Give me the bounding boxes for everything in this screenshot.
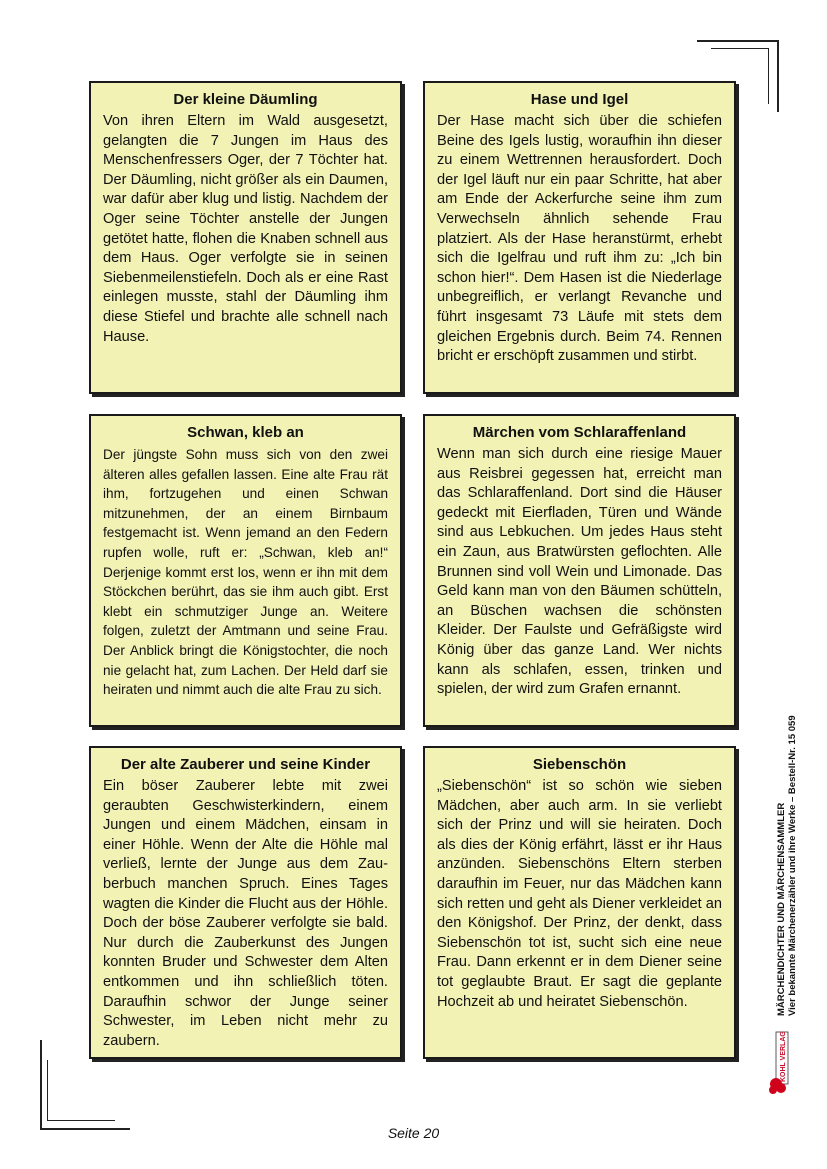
story-card-schwan-kleb-an bbox=[89, 414, 402, 727]
card-text: Von ihren Eltern im Wald ausgesetzt, gelangten die 7 Jungen im Haus des Menschenfressers Oger, der 7 Töchter hat. Der Däumling, nicht größer als ein Daumen, war dafür aber klug und listig. Nachdem der Oger seine Töchter anstelle der Jungen getötet hatte, flohen die Knaben schnell aus dem Haus. Oger verfolgte sie in seinen Siebenmeilenstiefeln. Doch als er eine Rast einlegen musste, stahl der Däumling ihm diese Stiefel und brachte alle schnell nach Hause. bbox=[103, 113, 388, 345]
story-card-daeumling bbox=[89, 81, 402, 394]
card-title: Märchen vom Schlaraffenland bbox=[472, 424, 687, 441]
card-text: Ein böser Zauberer lebte mit zwei geraubten Geschwisterkindern, einem Jungen und einem Mädchen, einsam in einer Höhle. Wenn der Alte die Höhle mal verließ, lernte der Junge aus dem Zauberbuch manchen Spruch. Eines Tages wagten die Kinder die Flucht aus der Höhle. Doch der böse Zauberer verfolgte sie bald. Nur durch die Zauberkunst des Jungen konnten Bruder und Schwester dem Alten entkommen und ihn schließlich töten. Daraufhin schwor der Junge seiner Schwester, im Leben nicht mehr zu zaubern. bbox=[103, 778, 388, 1049]
story-card-siebenschoen bbox=[423, 746, 736, 1059]
page-number: Seite 20 bbox=[387, 1125, 440, 1141]
side-caption-line1: MÄRCHENDICHTER UND MÄRCHENSAMMLER bbox=[776, 802, 787, 1016]
kohl-verlag-logo-icon bbox=[768, 1030, 790, 1095]
side-caption-line2: Vier bekannte Märchenerzähler und ihre Werke – Bestell-Nr. 15 059 bbox=[787, 715, 798, 1016]
card-title: Hase und Igel bbox=[530, 91, 629, 108]
logo-text: KOHL VERLAG bbox=[780, 1031, 787, 1082]
story-card-schlaraffenland bbox=[423, 414, 736, 727]
story-card-hase-und-igel bbox=[423, 81, 736, 394]
side-caption bbox=[776, 715, 798, 1016]
card-text: Wenn man sich durch eine riesige Mauer aus Reisbrei gegessen hat, erreicht man das Schlaraffenland. Dort sind die Häuser gedeckt mit Eierfladen, Türen und Wände sind aus Lebkuchen. Um jedes Haus steht ein Zaun, aus Bratwürsten geflochten. Alle Brunnen sind voll Wein und Limonade. Das Geld kann man von den Bäumen schütteln, an Büschen wachsen die schönsten Kleider. Der Faulste und Gefräßigste wird König über das ganze Land. Wer nichts kann als schlafen, essen, trinken und spielen, der wird zum Grafen ernannt. bbox=[437, 446, 722, 698]
card-title: Der alte Zauberer und seine Kinder bbox=[120, 756, 371, 773]
card-text: „Siebenschön“ ist so schön wie sieben Mädchen, aber auch arm. In sie verliebt sich der Prinz und will sie heiraten. Doch als dies der König erfährt, lässt er ihr Haus anzünden. Siebenschöns Eltern sterben daraufhin im Feuer, nur das Mädchen kann sich retten und geht als Diener verkleidet an den Königshof. Der Prinz, der denkt, dass Siebenschön tot ist, sucht sich eine neue Frau. Dann erkennt er in dem Diener seine tot geglaubte Braut. Er sagt die geplante Hochzeit ab und heiratet Siebenschön. bbox=[437, 778, 722, 1010]
publisher-logo bbox=[768, 1030, 790, 1095]
card-title: Der kleine Däumling bbox=[173, 91, 318, 108]
card-title: Schwan, kleb an bbox=[187, 424, 304, 441]
card-text: Der jüngste Sohn muss sich von den zwei älteren alles gefallen lassen. Eine alte Frau rät ihm, fortzugehen und einen Schwan mitzunehmen, der an einem Birnbaum festgemacht ist. Wenn jemand an den Federn rupfen wolle, ruft er: „Schwan, kleb an!“ Derjenige kommt erst los, wenn er ihn mit dem Stöckchen berührt, das sie ihm auch gibt. Erst klebt ein schmutziger Junge an. Weitere folgen, zuletzt der Amtmann und seine Frau. Der Anblick bringt die Königstochter, die noch nie gelacht hat, zum Lachen. Der Held darf sie heiraten und nimmt auch die alte Frau zu sich. bbox=[103, 447, 388, 698]
card-text: Der Hase macht sich über die schiefen Beine des Igels lustig, woraufhin ihn dieser zu einem Wettrennen herausfordert. Doch der Igel läuft nur ein paar Schritte, hat aber am Ende der Ackerfurche seine ihm zum Verwechseln ähnlich sehende Frau platziert. Als der Hase heranstürmt, erhebt sich die Igelfrau und ruft ihm zu: „Ich bin schon hier!“. Dem Hasen ist die Niederlage unbegreiflich, er verlangt Revanche und führt insgesamt 73 Läufe mit stets dem gleichen Ergebnis durch. Beim 74. Rennen bricht er erschöpft zusammen und stirbt. bbox=[437, 113, 722, 365]
story-card-zauberer bbox=[89, 746, 402, 1059]
card-title: Siebenschön bbox=[532, 756, 627, 773]
